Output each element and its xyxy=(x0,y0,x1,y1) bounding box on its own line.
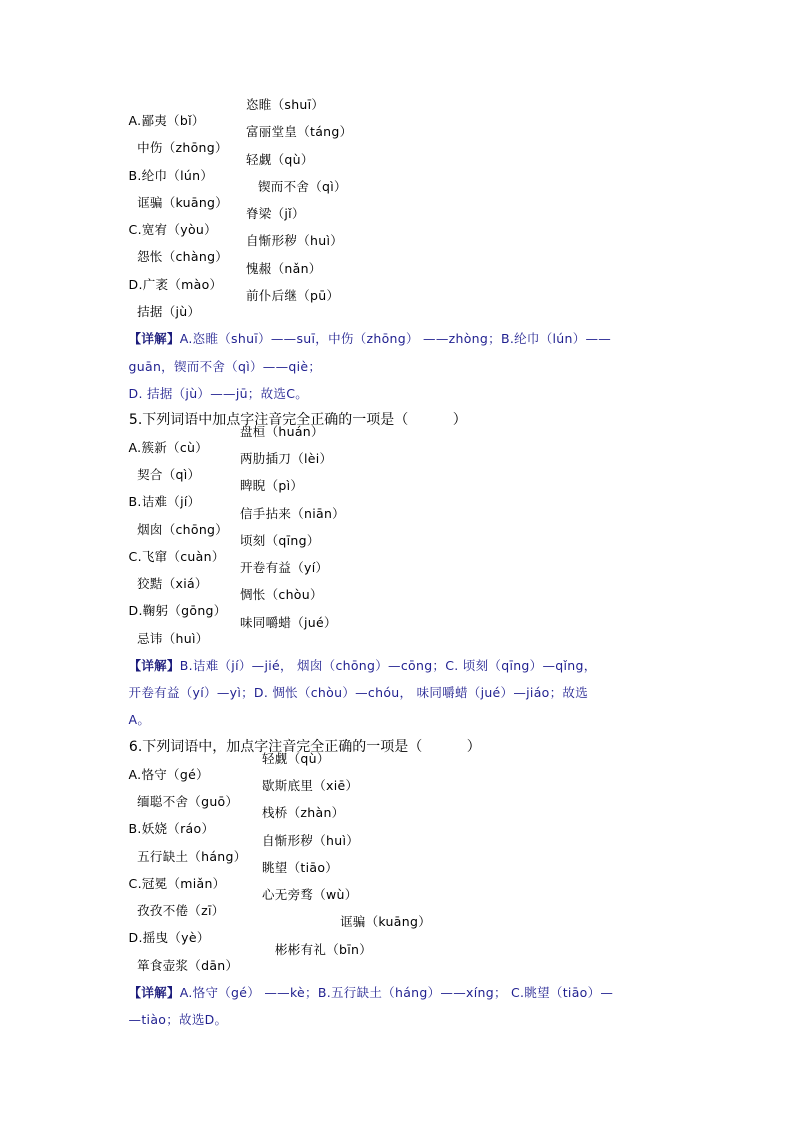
explanation-tag: 【详解】 xyxy=(128,985,180,1000)
q6-explanation-line1: 【详解】A.恪守（gé） ——kè；B.五行缺土（háng）——xíng； C.眺望（tiāo）— xyxy=(128,985,614,1000)
q6-option-a-line2: 缅聪不舍（guō） 歇斯底里（xiē） xyxy=(128,778,359,809)
q6-option-d-line2: 箪食壶浆（dān） 彬彬有礼（bīn） xyxy=(128,942,373,973)
q5-option-b-line1: B.诘难（jí） 睥睨（pì） xyxy=(128,478,304,509)
q5-option-d-line1: D.鞠躬（gōng） 惆怅（chòu） xyxy=(128,587,323,618)
q5-option-a-line1: A.簇新（cù） 盘桓（huán） xyxy=(128,424,324,455)
q6-option-b-line1: B.妖娆（ráo） 栈桥（zhàn） xyxy=(128,805,345,836)
q4-option-c-line1: C.宽宥（yòu） 脊梁（jǐ） xyxy=(128,206,305,237)
q6-option-a-line1: A.恪守（gé） 轻觑（qù） xyxy=(128,751,330,782)
q4-option-d-line2: 拮据（jù） 前仆后继（pū） xyxy=(128,288,340,319)
q6-option-d-line1: D.摇曳（yè） 诓骗（kuāng） xyxy=(128,914,431,945)
q4-option-a-line1: A.鄙夷（bǐ） 恣睢（shuī） xyxy=(128,97,325,128)
q5-explanation-line3: A。 xyxy=(128,712,151,727)
q4-explanation-line3: D. 拮据（jù）——jū；故选C。 xyxy=(128,386,309,401)
q5-option-a-line2: 契合（qì） 两肋插刀（lèi） xyxy=(128,451,333,482)
q4-option-b-line2: 诓骗（kuāng） 锲而不舍（qì） xyxy=(128,179,347,210)
q5-explanation-line1: 【详解】B.诘难（jí）—jié， 烟囱（chōng）—cōng；C. 顷刻（qīng）—qǐng， xyxy=(128,658,597,673)
q5-option-c-line1: C.飞窜（cuàn） 顷刻（qīng） xyxy=(128,533,320,564)
q6-explanation-line2: —tiào；故选D。 xyxy=(128,1012,228,1027)
q4-explanation-line2: guān，锲而不舍（qì）——qiè； xyxy=(128,359,322,374)
q6-option-b-line2: 五行缺土（háng） 自惭形秽（huì） xyxy=(128,833,360,864)
q6-question: 6.下列词语中，加点字注音完全正确的一项是（ ） xyxy=(128,739,481,755)
q4-option-d-line1: D.广袤（mào） 愧赧（nǎn） xyxy=(128,261,322,292)
q4-option-b-line1: B.纶巾（lún） 轻觑（qù） xyxy=(128,152,314,183)
q5-option-d-line2: 忌讳（huì） 味同嚼蜡（jué） xyxy=(128,615,337,646)
q4-option-a-line2: 中伤（zhōng） 富丽堂皇（táng） xyxy=(128,124,353,155)
q4-explanation-line1: 【详解】A.恣睢（shuī）——suī，中伤（zhōng） ——zhòng；B.纶巾（lún）—— xyxy=(128,331,612,346)
q5-explanation-line2: 开卷有益（yí）—yì；D. 惆怅（chòu）—chóu， 味同嚼蜡（jué）—jiáo；故选 xyxy=(128,685,589,700)
q5-option-b-line2: 烟囱（chōng） 信手拈来（niān） xyxy=(128,506,345,537)
q4-option-c-line2: 怨怅（chàng） 自惭形秽（huì） xyxy=(128,233,344,264)
q6-option-c-line1: C.冠冕（miǎn） 眺望（tiāo） xyxy=(128,860,339,891)
explanation-tag: 【详解】 xyxy=(128,331,180,346)
q6-option-c-line2: 孜孜不倦（zī） 心无旁骛（wù） xyxy=(128,887,358,918)
q5-question: 5.下列词语中加点字注音完全正确的一项是（ ） xyxy=(128,412,467,428)
explanation-tag: 【详解】 xyxy=(128,658,180,673)
q5-option-c-line2: 狡黠（xiá） 开卷有益（yí） xyxy=(128,560,329,591)
